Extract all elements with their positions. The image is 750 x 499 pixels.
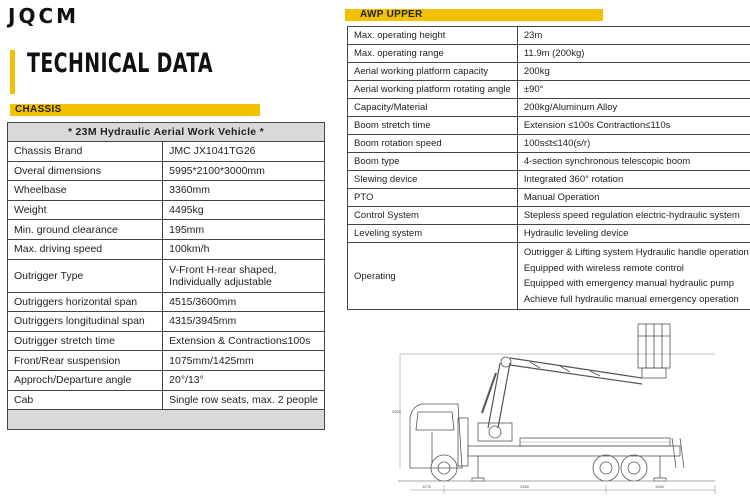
table-row — [8, 351, 325, 371]
chassis-section-label: CHASSIS — [15, 104, 62, 115]
spec-value: 1075mm/1425mm — [163, 351, 325, 371]
page-title: TECHNICAL DATA — [27, 48, 213, 79]
spec-value: Single row seats, max. 2 people — [163, 390, 325, 410]
spec-key: PTO — [348, 189, 518, 207]
spec-key: Aerial working platform rotating angle — [348, 81, 518, 99]
spec-value: JMC JX1041TG26 — [163, 142, 325, 162]
spec-value: 11.9m (200kg) — [517, 45, 750, 63]
table-row — [348, 45, 750, 63]
table-row — [348, 99, 750, 117]
spec-key: Capacity/Material — [348, 99, 518, 117]
dim-rear-overhang: 1560 — [655, 484, 664, 489]
table-row — [8, 331, 325, 351]
spec-key: Chassis Brand — [8, 142, 163, 162]
table-row — [8, 370, 325, 390]
table-row — [348, 171, 750, 189]
spec-key: Front/Rear suspension — [8, 351, 163, 371]
spec-key: Control System — [348, 207, 518, 225]
spec-key: Approch/Departure angle — [8, 370, 163, 390]
spec-key: Outrigger Type — [8, 259, 163, 292]
spec-key: Outriggers longitudinal span — [8, 312, 163, 332]
table-row — [8, 259, 325, 292]
truck-technical-drawing — [370, 318, 745, 496]
table-row — [348, 117, 750, 135]
spec-key: Boom type — [348, 153, 518, 171]
spec-value: 3360mm — [163, 181, 325, 201]
table-row — [348, 27, 750, 45]
table-row — [348, 135, 750, 153]
spec-key: Operating — [348, 243, 518, 310]
table-row — [8, 181, 325, 201]
title-accent-bar — [10, 50, 15, 94]
operating-line: Equipped with emergency manual hydraulic pump — [523, 278, 735, 289]
spec-value: 4515/3600mm — [163, 292, 325, 312]
table-row — [8, 239, 325, 259]
spec-value: 100s≤t≤140(s/r) — [517, 135, 750, 153]
table-row — [348, 225, 750, 243]
spec-value: 20°/13° — [163, 370, 325, 390]
chassis-spec-table — [7, 122, 325, 430]
dim-front-overhang: 1075 — [422, 484, 431, 489]
table-row — [348, 153, 750, 171]
operating-line: Equipped with wireless remote control — [523, 262, 684, 274]
spec-value: 200kg — [517, 63, 750, 81]
table-row — [348, 207, 750, 225]
spec-key: Max. operating height — [348, 27, 518, 45]
table-row — [8, 161, 325, 181]
spec-value: 4315/3945mm — [163, 312, 325, 332]
spec-key: Min. ground clearance — [8, 220, 163, 240]
spec-key: Outrigger stretch time — [8, 331, 163, 351]
spec-value: V-Front H-rear shaped, Individually adjustable — [163, 259, 325, 292]
spec-value: Hydraulic leveling device — [517, 225, 750, 243]
brand-logo: JQCM — [8, 4, 80, 28]
chassis-table-header: * 23M Hydraulic Aerial Work Vehicle * — [8, 123, 325, 142]
table-row — [8, 200, 325, 220]
spec-value: 4495kg — [163, 200, 325, 220]
table-row — [8, 292, 325, 312]
spec-value: 5995*2100*3000mm — [163, 161, 325, 181]
table-row — [8, 142, 325, 162]
spec-value: 200kg/Aluminum Alloy — [517, 99, 750, 117]
spec-key: Max. operating range — [348, 45, 518, 63]
spec-key: Max. driving speed — [8, 239, 163, 259]
table-row — [348, 189, 750, 207]
table-row — [348, 81, 750, 99]
spec-key: Slewing device — [348, 171, 518, 189]
spec-value: 100km/h — [163, 239, 325, 259]
spec-key: Leveling system — [348, 225, 518, 243]
spec-key: Outriggers horizontal span — [8, 292, 163, 312]
table-row — [348, 63, 750, 81]
table-row — [8, 312, 325, 332]
chassis-table-footer — [8, 410, 325, 430]
spec-key: Boom rotation speed — [348, 135, 518, 153]
spec-value: Integrated 360° rotation — [517, 171, 750, 189]
table-row — [8, 390, 325, 410]
table-row — [8, 220, 325, 240]
spec-key: Cab — [8, 390, 163, 410]
spec-value-operating — [517, 243, 750, 310]
dim-wheelbase: 3360 — [520, 484, 529, 489]
table-row — [348, 243, 750, 310]
spec-key: Overal dimensions — [8, 161, 163, 181]
spec-value: Extension & Contraction≤100s — [163, 331, 325, 351]
upper-section-label: AWP UPPER — [360, 9, 423, 20]
operating-line: Achieve full hydraulic manual emergency operation — [523, 293, 739, 305]
spec-value: Manual Operation — [517, 189, 750, 207]
spec-key: Weight — [8, 200, 163, 220]
dim-height: 3000 — [392, 409, 401, 414]
spec-value: 4-section synchronous telescopic boom — [517, 153, 750, 171]
upper-spec-table — [347, 26, 750, 310]
operating-line: Outrigger & Lifting system Hydraulic handle operation — [523, 247, 749, 258]
spec-value: Stepless speed regulation electric-hydraulic system — [517, 207, 750, 225]
spec-key: Boom stretch time — [348, 117, 518, 135]
spec-value: Extension ≤100s Contraction≤110s — [517, 117, 750, 135]
spec-value: ±90° — [517, 81, 750, 99]
spec-value: 23m — [517, 27, 750, 45]
spec-key: Aerial working platform capacity — [348, 63, 518, 81]
spec-key: Wheelbase — [8, 181, 163, 201]
spec-value: 195mm — [163, 220, 325, 240]
